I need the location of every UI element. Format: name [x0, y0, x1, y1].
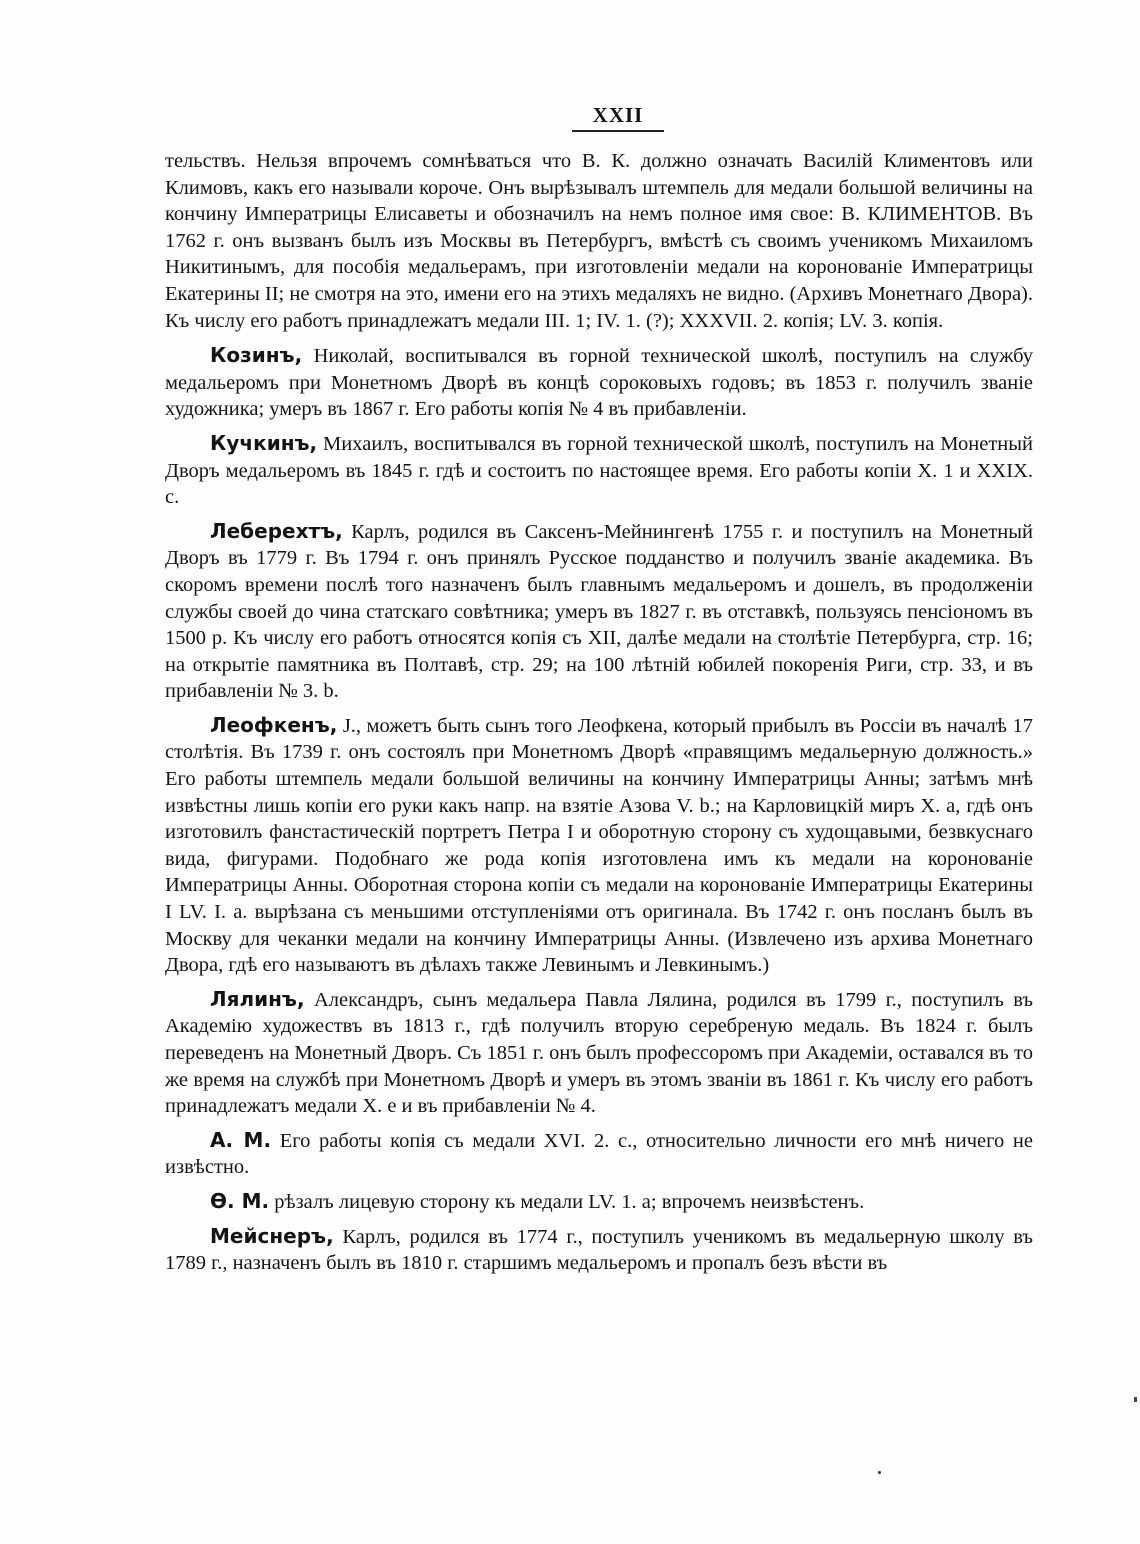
- entry-text: Александръ, сынъ медальера Павла Лялина, родился въ 1799 г., поступилъ въ Академію художествъ въ 1813 г., гдѣ получилъ вторую серебреную медаль. Въ 1824 г. былъ переведенъ на Монетный Дворъ. Съ 1851 г. онъ былъ профессоромъ при Академіи, оставался въ то же время на службѣ при Монетномъ Дворѣ и умеръ въ этомъ званіи въ 1861 г. Къ числу его работъ принадлежатъ медали X. e и въ прибавленіи № 4.: [165, 988, 1033, 1118]
- entry-text: Николай, воспитывался въ горной технической школѣ, поступилъ на службу медальеромъ при Монетномъ Дворѣ въ концѣ сороковыхъ годовъ; въ 1853 г. получилъ званіе художника; умеръ въ 1867 г. Его работы копія № 4 въ прибавленіи.: [165, 345, 1033, 421]
- entry-a-m: [165, 1127, 1033, 1181]
- entry-name: Мейснеръ,: [210, 1223, 334, 1248]
- page-number: XXII: [572, 103, 664, 132]
- entry-name: Ѳ. М.: [210, 1188, 270, 1213]
- scan-speck: [1134, 1397, 1137, 1402]
- entry-text: Его работы копія съ медали XVI. 2. c., относительно личности его мнѣ ничего не извѣстно.: [165, 1129, 1033, 1179]
- entry-kozin: [165, 342, 1033, 423]
- paragraph-text: тельствъ. Нельзя впрочемъ сомнѣваться что В. К. должно означать Василій Климентовъ или Климовъ, какъ его называли короче. Онъ вырѣзывалъ штемпель для медали большой величины на кончину Императрицы Елисаветы и обозначилъ на немъ полное имя свое: В. КЛИМЕНТОВ. Въ 1762 г. онъ вызванъ былъ изъ Москвы въ Петербургъ, вмѣстѣ съ своимъ ученикомъ Михаиломъ Никитинымъ, для пособія медальерамъ, при изготовленіи медали на коронованіе Императрицы Екатерины II; не смотря на это, имени его на этихъ медаляхъ не видно. (Архивъ Монетнаго Двора). Къ числу его работъ принадлежатъ медали III. 1; IV. 1. (?); XXXVII. 2. копія; LV. 3. копія.: [165, 150, 1033, 332]
- entry-name: Кучкинъ,: [210, 430, 318, 455]
- entry-name: Лялинъ,: [210, 986, 305, 1011]
- scan-speck: [878, 1471, 881, 1474]
- page-body: [165, 148, 1033, 1284]
- entry-leberecht: [165, 518, 1033, 705]
- entry-text: рѣзалъ лицевую сторону къ медали LV. 1. a; впрочемъ неизвѣстенъ.: [269, 1190, 865, 1213]
- entry-name: Леофкенъ,: [210, 712, 338, 737]
- entry-text: J., можетъ быть сынъ того Леофкена, который прибылъ въ Россіи въ началѣ 17 столѣтія. Въ 1739 г. онъ состоялъ при Монетномъ Дворѣ «правящимъ медальерную должность.» Его работы штемпель медали большой величины на кончину Императрицы Анны; затѣмъ мнѣ извѣстны лишь копіи его руки какъ напр. на взятіе Азова V. b.; на Карловицкій миръ X. a, гдѣ онъ изготовилъ фанстастическій портретъ Петра I и оборотную сторону съ худощавыми, безвкуснаго вида, фигурами. Подобнаго же рода копія изготовлена имъ къ медали на коронованіе Императрицы Анны. Оборотная сторона копіи съ медали на коронованіе Императрицы Екатерины I LV. I. a. вырѣзана съ меньшими отступленіями отъ оригинала. Въ 1742 г. онъ посланъ былъ въ Москву для чеканки медали на кончину Императрицы Анны. (Извлечено изъ архива Монетнаго Двора, гдѣ его называютъ въ дѣлахъ также Левинымъ и Левкинымъ.): [165, 714, 1033, 977]
- entry-name: Козинъ,: [210, 343, 303, 368]
- entry-name: А. М.: [210, 1127, 272, 1152]
- entry-name: Леберехтъ,: [210, 518, 343, 543]
- entry-lyalin: [165, 986, 1033, 1120]
- entry-text: Карлъ, родился въ Саксенъ-Мейнингенѣ 1755 г. и поступилъ на Монетный Дворъ въ 1779 г. Въ 1794 г. онъ принялъ Русское подданство и получилъ званіе академика. Въ скоромъ времени послѣ того назначенъ былъ главнымъ медальеромъ и дошелъ, въ продолженіи службы своей до чина статскаго совѣтника; умеръ въ 1827 г. въ отставкѣ, пользуясь пенсіономъ въ 1500 р. Къ числу его работъ относятся копія съ XII, далѣе медали на столѣтіе Петербурга, стр. 16; на открытіе памятника въ Полтавѣ, стр. 29; на 100 лѣтній юбилей покоренія Риги, стр. 33, и въ прибавленіи № 3. b.: [165, 520, 1033, 703]
- paragraph-continuation: [165, 148, 1033, 334]
- entry-text: Михаилъ, воспитывался въ горной технической школѣ, поступилъ на Монетный Дворъ медальеромъ въ 1845 г. гдѣ и состоитъ по настоящее время. Его работы копіи X. 1 и XXIX. c.: [165, 432, 1033, 509]
- entry-f-m: [165, 1188, 1033, 1216]
- entry-meisner: [165, 1223, 1033, 1277]
- entry-leofken: [165, 712, 1033, 979]
- entry-kuchkin: [165, 430, 1033, 511]
- entry-text: Карлъ, родился въ 1774 г., поступилъ ученикомъ въ медальерную школу въ 1789 г., назначенъ былъ въ 1810 г. старшимъ медальеромъ и пропалъ безъ вѣсти въ: [165, 1225, 1033, 1275]
